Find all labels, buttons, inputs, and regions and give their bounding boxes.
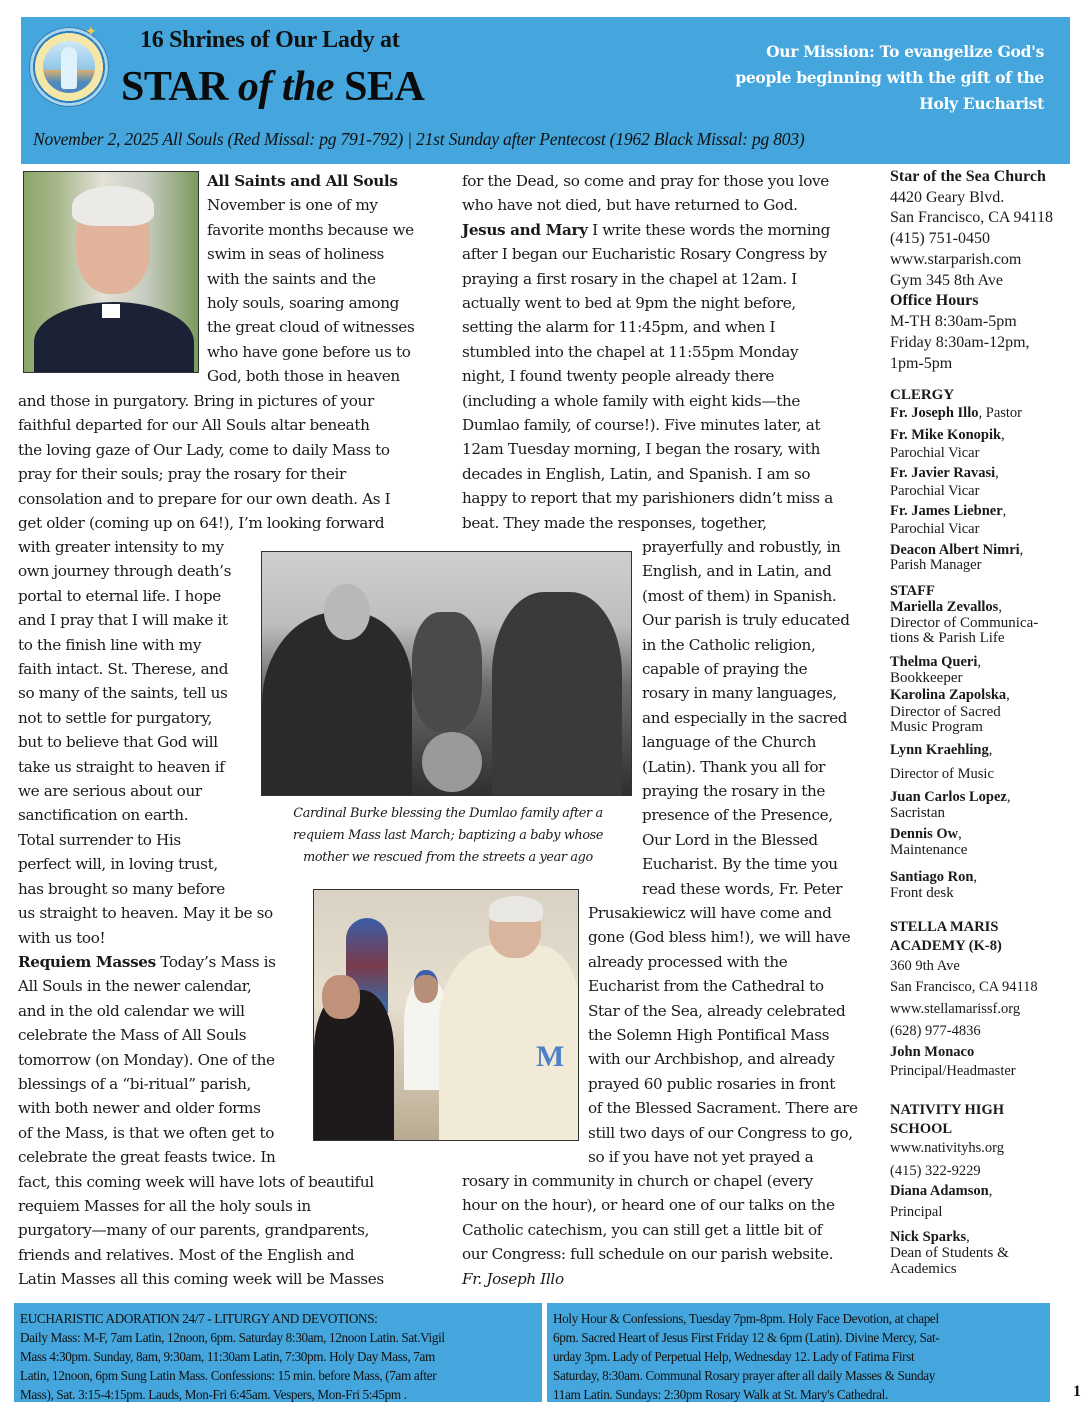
liturgy-schedule-box (14, 1303, 542, 1402)
academy-address-line2: San Francisco, CA 94118 (890, 979, 1038, 995)
nativity-heading: SCHOOL (890, 1121, 953, 1137)
text-line: us straight to heaven. May it be so (18, 904, 273, 923)
staff-name: Juan Carlos Lopez (890, 789, 1007, 805)
office-hours-line: 1pm-5pm (890, 355, 953, 372)
text-line: (Latin). Thank you all for (642, 757, 826, 776)
column2-top (462, 169, 833, 535)
text-line: with both newer and older forms (18, 1099, 261, 1118)
text-line: so if you have not yet prayed a (588, 1148, 814, 1167)
staff-name: Santiago Ron (890, 869, 974, 885)
text-line: perfect will, in loving trust, (18, 855, 218, 874)
text-line: Total surrender to His (18, 830, 181, 849)
staff-role: Director of Music (890, 766, 994, 782)
text-line: 12am Tuesday morning, I began the rosary, with (462, 440, 821, 459)
text-line: pray for their souls; pray the rosary for their (18, 465, 346, 484)
text-line: Latin Masses all this coming week will be Masses (18, 1270, 384, 1289)
text-line: consolation and to prepare for our own death. As I (18, 489, 391, 508)
section-heading: Requiem Masses (18, 952, 156, 971)
our-lady-figure-icon (61, 47, 77, 89)
masthead (21, 17, 1070, 164)
text-line: get older (coming up on 64!), I’m looking forward (18, 514, 385, 533)
text-line: with greater intensity to my (18, 538, 224, 556)
academy-principal-name: John Monaco (890, 1044, 975, 1060)
nativity-person-role: Academics (890, 1261, 957, 1277)
text-line: Eucharist. By the time you (642, 855, 838, 874)
schedule-line: 6pm. Sacred Heart of Jesus First Friday 12 & 6pm (Latin). Divine Mercy, Sat- (553, 1330, 940, 1345)
text-line: sanctification on earth. (18, 806, 189, 825)
photo-shape (422, 732, 482, 792)
text-line: of the Blessed Sacrament. There are (588, 1099, 858, 1118)
staff-entry: Thelma Queri, (890, 654, 982, 670)
text-line: Eucharist from the Cathedral to (588, 977, 824, 996)
parish-seal-icon (29, 24, 109, 107)
jesus-mary-heading-line (462, 218, 833, 242)
nativity-person-role: Principal (890, 1204, 943, 1220)
text-line: (including a whole family with eight kids—the (462, 391, 801, 410)
signature: Fr. Joseph Illo (462, 1269, 564, 1288)
mission-line: Holy Eucharist (919, 94, 1044, 113)
schedule-line: Holy Hour & Confessions, Tuesday 7pm-8pm. Holy Face Devotion, at chapel (553, 1311, 939, 1326)
nativity-person-name: Nick Sparks (890, 1229, 967, 1245)
text-line: and in the old calendar we will (18, 1001, 245, 1020)
text-line: the great cloud of witnesses (207, 318, 415, 337)
text-line: tomorrow (on Monday). One of the (18, 1050, 275, 1069)
nativity-heading: NATIVITY HIGH (890, 1102, 1005, 1118)
all-saints-section (207, 169, 414, 389)
nativity-entry: Nick Sparks, (890, 1229, 970, 1245)
text-line: to the finish line with my (18, 635, 202, 654)
schedule-line: Mass), Sat. 3:15-4:15pm. Lauds, Mon-Fri 6:45am. Vespers, Mon-Fri 5:45pm . (20, 1387, 407, 1402)
staff-name: Thelma Queri (890, 654, 978, 670)
text-line: actually went to bed at 9pm the night before, (462, 294, 796, 313)
nativity-website-link[interactable]: www.nativityhs.org (890, 1140, 1004, 1156)
photo-shape (102, 304, 120, 318)
text-line: prayerfully and robustly, in (642, 538, 841, 556)
schedule-line: Daily Mass: M-F, 7am Latin, 12noon, 6pm. Saturday 8:30am, 12noon Latin. Sat.Vigil (20, 1330, 445, 1345)
staff-role: Director of Sacred (890, 704, 1001, 720)
title-star: STAR (121, 64, 238, 110)
staff-entry: Santiago Ron, (890, 869, 978, 885)
photo-shape (492, 592, 622, 795)
text-line: All Souls in the newer calendar, (18, 977, 252, 996)
text-line: with us too! (18, 928, 106, 947)
staff-role: Front desk (890, 885, 954, 901)
text-line: God, both those in heaven (207, 367, 400, 386)
liturgy-schedule-text (20, 1309, 445, 1404)
text-line: still two days of our Congress to go, (588, 1123, 853, 1142)
academy-phone[interactable]: (628) 977-4836 (890, 1023, 981, 1039)
text-line: holy souls, soaring among (207, 294, 400, 313)
text-line: after I began our Eucharistic Rosary Congress by (462, 245, 827, 264)
text-line: friends and relatives. Most of the English and (18, 1245, 355, 1264)
office-hours-line: Friday 8:30am-12pm, (890, 334, 1030, 351)
clergy-role: Parish Manager (890, 557, 982, 573)
section-heading: All Saints and All Souls (207, 172, 398, 190)
church-phone[interactable]: (415) 751-0450 (890, 230, 990, 247)
text-fragment: Today’s Mass is (155, 952, 276, 971)
mission-line: Our Mission: To evangelize God's (766, 42, 1044, 61)
gym-address: Gym 345 8th Ave (890, 272, 1004, 289)
text-line: stumbled into the chapel at 11:55pm Monday (462, 342, 799, 361)
page-number: 1 (1073, 1383, 1081, 1400)
text-line: Prusakiewicz will have come and (588, 904, 832, 922)
text-line: has brought so many before (18, 879, 225, 898)
nativity-person-role: Dean of Students & (890, 1245, 1009, 1261)
text-line: celebrate the Mass of All Souls (18, 1026, 247, 1045)
photo-shape (412, 612, 482, 732)
staff-entry: Juan Carlos Lopez, (890, 789, 1011, 805)
schedule-line: EUCHARISTIC ADORATION 24/7 - LITURGY AND DEVOTIONS: (20, 1311, 378, 1326)
text-line: beat. They made the responses, together, (462, 513, 767, 532)
text-line: prayed 60 public rosaries in front (588, 1074, 836, 1093)
mission-statement (684, 39, 1044, 117)
staff-role: Maintenance (890, 842, 968, 858)
text-line: the loving gaze of Our Lady, come to daily Mass to (18, 440, 390, 459)
text-line: Our parish is truly educated (642, 611, 850, 630)
text-line: happy to report that my parishioners didn’t miss a (462, 489, 833, 508)
text-line: faith intact. St. Therese, and (18, 660, 229, 679)
caption-line: mother we rescued from the streets a year ago (303, 850, 593, 865)
text-line: English, and in Latin, and (642, 562, 832, 581)
office-hours-heading: Office Hours (890, 292, 979, 309)
photo-caption (266, 803, 630, 869)
staff-heading: STAFF (890, 583, 935, 599)
photo-shape (72, 186, 154, 226)
clergy-role: Parochial Vicar (890, 445, 980, 461)
text-line: praying a first rosary in the chapel at 12am. I (462, 269, 797, 288)
schedule-line: Latin, 12noon, 6pm Sung Latin Mass. Confessions: 15 min. before Mass, (7am after (20, 1368, 437, 1383)
nativity-entry: Diana Adamson, (890, 1183, 993, 1199)
staff-role: Bookkeeper (890, 670, 963, 686)
photo-shape (414, 970, 438, 1003)
text-line: capable of praying the (642, 660, 808, 679)
schedule-line: Saturday, 8:30am. Communal Rosary prayer after all daily Masses & Sunday (553, 1368, 935, 1383)
text-line: setting the alarm for 11:45pm, and when I (462, 318, 776, 337)
staff-entry: Lynn Kraehling, (890, 742, 993, 758)
text-line: swim in seas of holiness (207, 245, 384, 264)
text-line: purgatory—many of our parents, grandparents, (18, 1221, 370, 1240)
text-line: praying the rosary in the (642, 782, 826, 801)
text-line: Our Lord in the Blessed (642, 830, 818, 849)
staff-name: Dennis Ow (890, 826, 959, 842)
nativity-person-name: Diana Adamson (890, 1183, 989, 1199)
clergy-name: Fr. Javier Ravasi (890, 465, 996, 481)
text-line: and those in purgatory. Bring in pictures of your (18, 392, 374, 410)
text-line: our Congress: full schedule on our parish website. (462, 1245, 834, 1264)
clergy-name: Fr. Mike Konopik (890, 427, 1002, 443)
text-line: who have not died, but have returned to God. (462, 196, 798, 215)
text-line: presence of the Presence, (642, 806, 833, 825)
text-line: Catholic catechism, you can still get a little bit of (462, 1220, 823, 1239)
schedule-line: urday 3pm. Lady of Perpetual Help, Wednesday 12. Lady of Fatima First (553, 1349, 915, 1364)
text-line: rosary in community in church or chapel (every (462, 1172, 813, 1190)
text-line: gone (God bless him!), we will have (588, 928, 851, 947)
academy-heading: STELLA MARIS (890, 919, 999, 935)
church-website-link[interactable]: www.starparish.com (890, 251, 1022, 268)
text-line: (most of them) in Spanish. (642, 586, 837, 605)
text-line: and I pray that I will make it (18, 611, 228, 630)
baptism-photo (313, 889, 579, 1141)
staff-entry: Mariella Zevallos, (890, 599, 1002, 615)
staff-role: Director of Communica- (890, 615, 1039, 631)
text-line: language of the Church (642, 733, 817, 752)
clergy-entry: Fr. James Liebner, (890, 503, 1007, 519)
seal-inner (43, 41, 95, 93)
schedule-line: Mass 4:30pm. Sunday, 8am, 9:30am, 11:30am Latin, 7:30pm. Holy Day Mass, 7am (20, 1349, 435, 1364)
star-icon: ✦ (85, 24, 97, 40)
staff-name: Karolina Zapolska (890, 687, 1007, 703)
mission-line: people beginning with the gift of the (735, 68, 1044, 87)
text-line: Dumlao family, of course!). Five minutes later, at (462, 416, 821, 435)
caption-line: requiem Mass last March; baptizing a baby whose (292, 828, 604, 843)
text-line: requiem Masses for all the holy souls in (18, 1196, 311, 1215)
clergy-role: Parochial Vicar (890, 521, 980, 537)
text-line: the Solemn High Pontifical Mass (588, 1026, 830, 1045)
clergy-entry: Fr. Joseph Illo, Pastor (890, 405, 1022, 421)
pastor-portrait-photo (23, 171, 199, 373)
text-line: favorite months because we (207, 220, 414, 239)
text-line: with the saints and the (207, 269, 376, 288)
all-saints-continued (18, 389, 390, 535)
text-line: already processed with the (588, 952, 788, 971)
text-line: so many of the saints, tell us (18, 684, 228, 703)
staff-name: Lynn Kraehling (890, 742, 989, 758)
photo-shape (262, 612, 412, 795)
text-line: but to believe that God will (18, 733, 218, 752)
text-line: decades in English, Latin, and Spanish. I am so (462, 464, 811, 483)
text-line: of the Mass, is that we often get to (18, 1123, 275, 1142)
academy-principal-role: Principal/Headmaster (890, 1063, 1016, 1079)
schedule-line: 11am Latin. Sundays: 2:30pm Rosary Walk at St. Mary's Cathedral. (553, 1387, 888, 1402)
text-line: in the Catholic religion, (642, 635, 816, 654)
staff-entry: Dennis Ow, (890, 826, 962, 842)
staff-role: Sacristan (890, 805, 945, 821)
text-line: rosary in many languages, (642, 684, 837, 703)
text-line: portal to eternal life. I hope (18, 586, 221, 605)
academy-website-link[interactable]: www.stellamarissf.org (890, 1001, 1021, 1017)
column2-narrow (642, 535, 850, 901)
clergy-name: Fr. Joseph Illo (890, 405, 979, 421)
staff-name: Mariella Zevallos (890, 599, 999, 615)
office-hours-line: M-TH 8:30am-5pm (890, 313, 1017, 330)
academy-address-line1: 360 9th Ave (890, 958, 960, 974)
text-line: read these words, Fr. Peter (642, 879, 843, 898)
clergy-role: Parochial Vicar (890, 483, 980, 499)
church-address-line1: 4420 Geary Blvd. (890, 189, 1005, 206)
clergy-name: Fr. James Liebner (890, 503, 1003, 519)
clergy-heading: CLERGY (890, 387, 955, 403)
text-line: and especially in the sacred (642, 708, 848, 727)
title-sea: SEA (334, 64, 425, 110)
masthead-subtitle: 16 Shrines of Our Lady at (140, 27, 400, 53)
masthead-title (121, 62, 424, 112)
text-line: take us straight to heaven if (18, 757, 225, 776)
text-fragment: I write these words the morning (587, 220, 831, 239)
text-line: we are serious about our (18, 782, 202, 801)
column2-lower (588, 901, 858, 1169)
text-line: November is one of my (207, 196, 378, 215)
cardinal-blessing-photo (261, 551, 632, 796)
text-line: celebrate the great feasts twice. In (18, 1148, 276, 1167)
section-heading: Jesus and Mary (462, 220, 588, 239)
clergy-entry: Deacon Albert Nimri, (890, 542, 1024, 558)
column2-bottom (462, 1169, 835, 1291)
title-of-the: of the (237, 64, 335, 110)
photo-shape (324, 584, 370, 640)
caption-line: Cardinal Burke blessing the Dumlao family after a (293, 806, 603, 821)
church-address-line2: San Francisco, CA 94118 (890, 209, 1053, 226)
photo-shape (322, 975, 360, 1019)
devotions-schedule-box (547, 1303, 1050, 1402)
academy-heading: ACADEMY (K-8) (890, 938, 1002, 954)
text-line: own journey through death’s (18, 562, 232, 581)
text-line: with our Archbishop, and already (588, 1050, 835, 1069)
devotions-schedule-text (553, 1309, 939, 1404)
staff-role: Music Program (890, 719, 983, 735)
text-line: faithful departed for our All Souls altar beneath (18, 416, 370, 435)
text-line: fact, this coming week will have lots of beautiful (18, 1172, 374, 1191)
staff-entry: Karolina Zapolska, (890, 687, 1010, 703)
photo-shape (489, 896, 543, 922)
clergy-role: Pastor (985, 405, 1022, 421)
marian-monogram-icon: M (536, 1040, 565, 1073)
text-line: hour on the hour), or heard one of our talks on the (462, 1196, 835, 1215)
text-line: not to settle for purgatory, (18, 708, 213, 727)
text-line: for the Dead, so come and pray for those you love (462, 172, 829, 190)
dateline: November 2, 2025 All Souls (Red Missal: pg 791-792) | 21st Sunday after Pentecost (1962 Black Missal: pg 803) (33, 129, 805, 149)
clergy-entry: Fr. Mike Konopik, (890, 427, 1005, 443)
text-line: Star of the Sea, already celebrated (588, 1001, 846, 1020)
staff-role: tions & Parish Life (890, 630, 1005, 646)
clergy-entry: Fr. Javier Ravasi, (890, 465, 999, 481)
nativity-phone[interactable]: (415) 322-9229 (890, 1163, 981, 1179)
clergy-name: Deacon Albert Nimri (890, 542, 1020, 558)
text-line: who have gone before us to (207, 342, 411, 361)
text-line: blessings of a “bi-ritual” parish, (18, 1074, 251, 1093)
text-line: night, I found twenty people already there (462, 367, 775, 386)
church-name: Star of the Sea Church (890, 168, 1046, 185)
parish-directory-sidebar (890, 167, 1080, 1297)
